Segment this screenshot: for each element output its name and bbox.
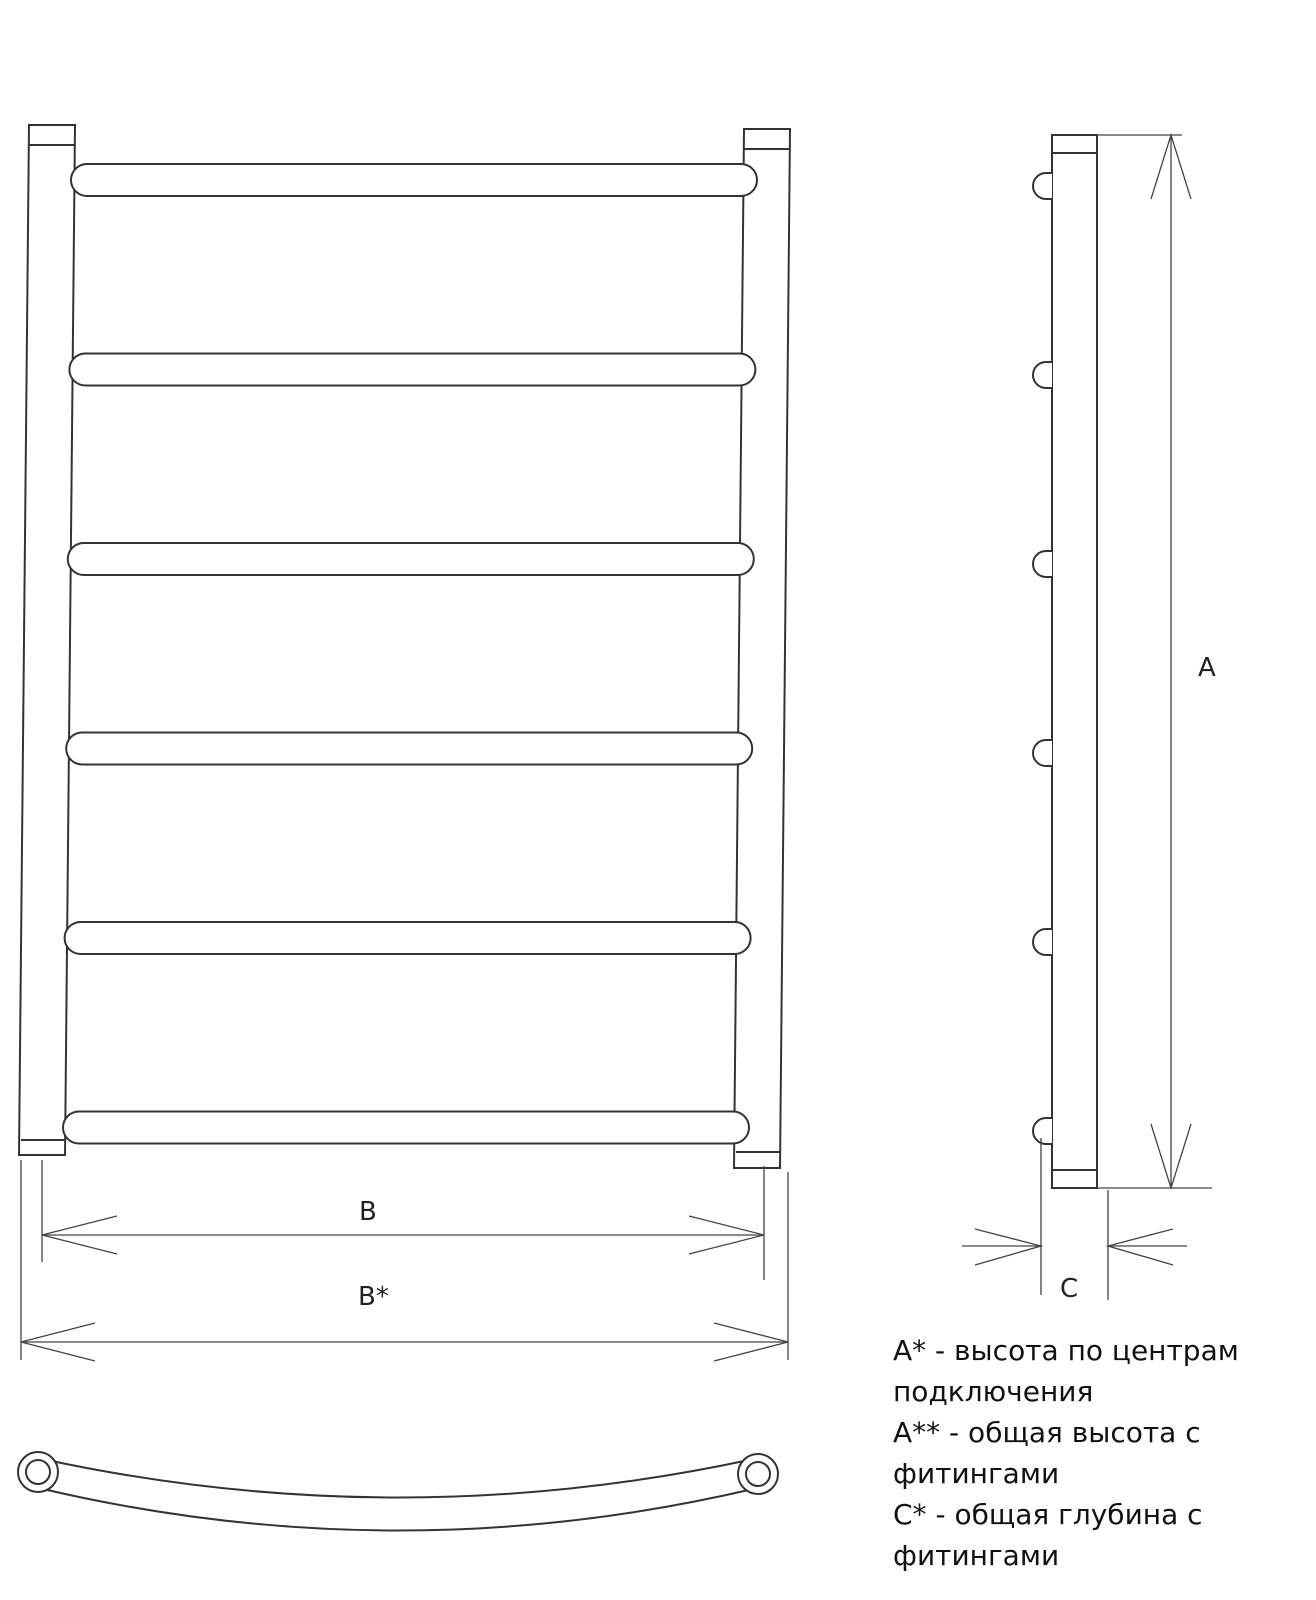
- note-line: фитингами: [893, 1539, 1060, 1572]
- towel-rail-bar: [68, 543, 754, 575]
- dim-c-arrow-left: [975, 1229, 1041, 1265]
- side-fitting: [1033, 1118, 1052, 1144]
- top-view-right-pipe-inner: [746, 1462, 770, 1486]
- right-upright: [734, 129, 790, 1168]
- towel-rail-bar: [66, 733, 752, 765]
- side-fitting: [1033, 551, 1052, 577]
- top-view-bar-lower: [43, 1489, 753, 1531]
- side-fitting: [1033, 740, 1052, 766]
- dim-c-label: C: [1060, 1274, 1079, 1304]
- depth-dimension: [962, 1190, 1187, 1304]
- side-fitting: [1033, 929, 1052, 955]
- left-upright: [19, 125, 75, 1155]
- towel-rail-bar: [69, 354, 755, 386]
- side-view-body: [1052, 135, 1097, 1188]
- note-line: С* - общая глубина с: [893, 1498, 1203, 1531]
- side-fitting: [1033, 362, 1052, 388]
- dim-b-star-label: B*: [358, 1282, 389, 1312]
- towel-rail-bar: [71, 164, 757, 196]
- width-dimensions: [21, 1160, 788, 1361]
- note-line: подключения: [893, 1375, 1094, 1408]
- dim-b-label: B: [359, 1197, 377, 1227]
- legend-notes: [893, 1330, 1313, 1576]
- top-view-left-pipe-inner: [26, 1460, 50, 1484]
- note-line: фитингами: [893, 1457, 1060, 1490]
- towel-rail-bar: [65, 922, 751, 954]
- side-fitting: [1033, 173, 1052, 199]
- note-line: A* - высота по центрам: [893, 1334, 1239, 1367]
- note-line: A** - общая высота с: [893, 1416, 1201, 1449]
- dim-c-arrow-right: [1108, 1229, 1173, 1265]
- top-view-bar-upper: [47, 1460, 749, 1498]
- front-view: [19, 125, 790, 1168]
- top-view: [18, 1452, 778, 1531]
- height-dimension: [1097, 135, 1216, 1188]
- dim-a-label: A: [1198, 653, 1216, 683]
- side-view: [1033, 135, 1097, 1295]
- towel-rail-bar: [63, 1112, 749, 1144]
